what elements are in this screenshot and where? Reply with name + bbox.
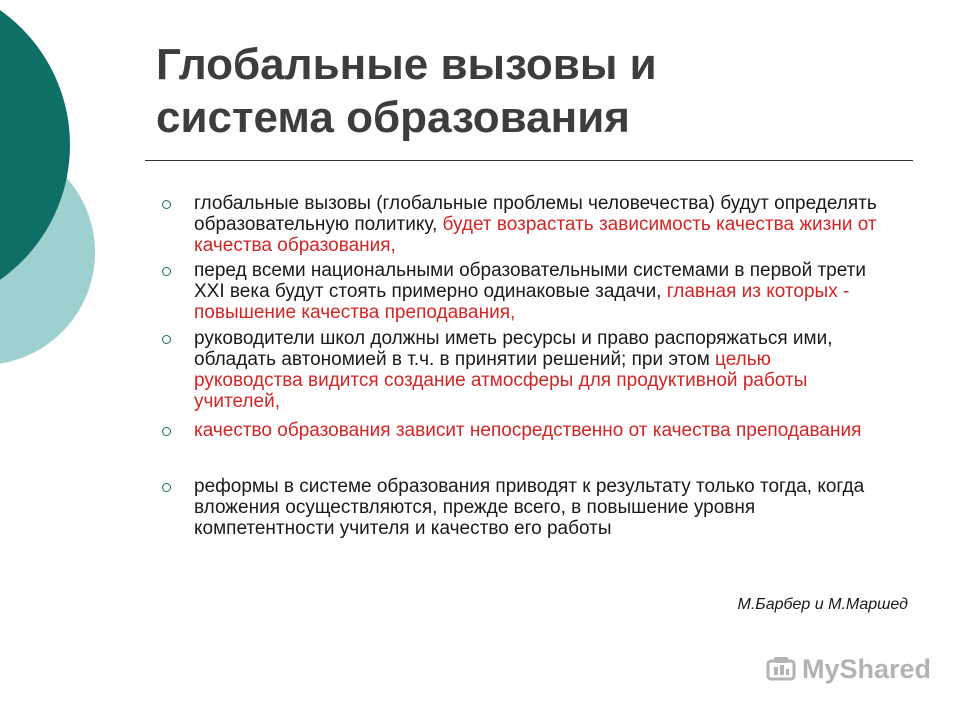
bullet-item	[160, 328, 880, 412]
circle-bullet-icon	[162, 267, 171, 276]
quote-author: М.Барбер и М.Маршед	[737, 596, 908, 613]
bullet-item	[160, 193, 880, 256]
title-divider	[145, 160, 913, 161]
title-line-2: система образования	[156, 93, 630, 142]
bullet-item	[160, 476, 880, 539]
circle-bullet-icon	[162, 335, 171, 344]
bullet-text: реформы в системе образования приводят к результату только тогда, когда вложения осуществляются, прежде всего, в повышение уровня компетентности учителя и качество его работы	[194, 476, 865, 539]
circle-bullet-icon	[162, 483, 171, 492]
bullet-highlight: качество образования зависит непосредственно от качества преподавания	[194, 420, 862, 441]
bullet-item	[160, 260, 880, 323]
bullet-text: перед всеми национальными образовательными системами в первой трети XXI века будут стоять примерно одинаковые задачи,	[194, 260, 866, 302]
bullet-highlight: целью руководства видится создание атмосферы для продуктивной работы учителей,	[194, 349, 808, 412]
watermark-text: MyShared	[802, 654, 932, 684]
bullet-text: руководители школ должны иметь ресурсы и право распоряжаться ими, обладать автономией в т.ч. в принятии решений; при этом	[194, 328, 833, 370]
bullet-highlight: главная из которых - повышение качества преподавания,	[194, 281, 850, 323]
circle-bullet-icon	[162, 427, 171, 436]
title-line-1: Глобальные вызовы и	[156, 40, 657, 89]
bullet-item	[160, 420, 880, 441]
slide-title	[156, 38, 896, 144]
circle-bullet-icon	[162, 200, 171, 209]
myshared-logo-icon	[766, 655, 796, 685]
watermark	[766, 654, 931, 685]
bullet-list	[160, 193, 880, 539]
bullet-highlight: будет возрастать зависимость качества жизни от качества образования,	[194, 214, 877, 256]
bullet-text: глобальные вызовы (глобальные проблемы человечества) будут определять образовательную политику,	[194, 193, 877, 235]
